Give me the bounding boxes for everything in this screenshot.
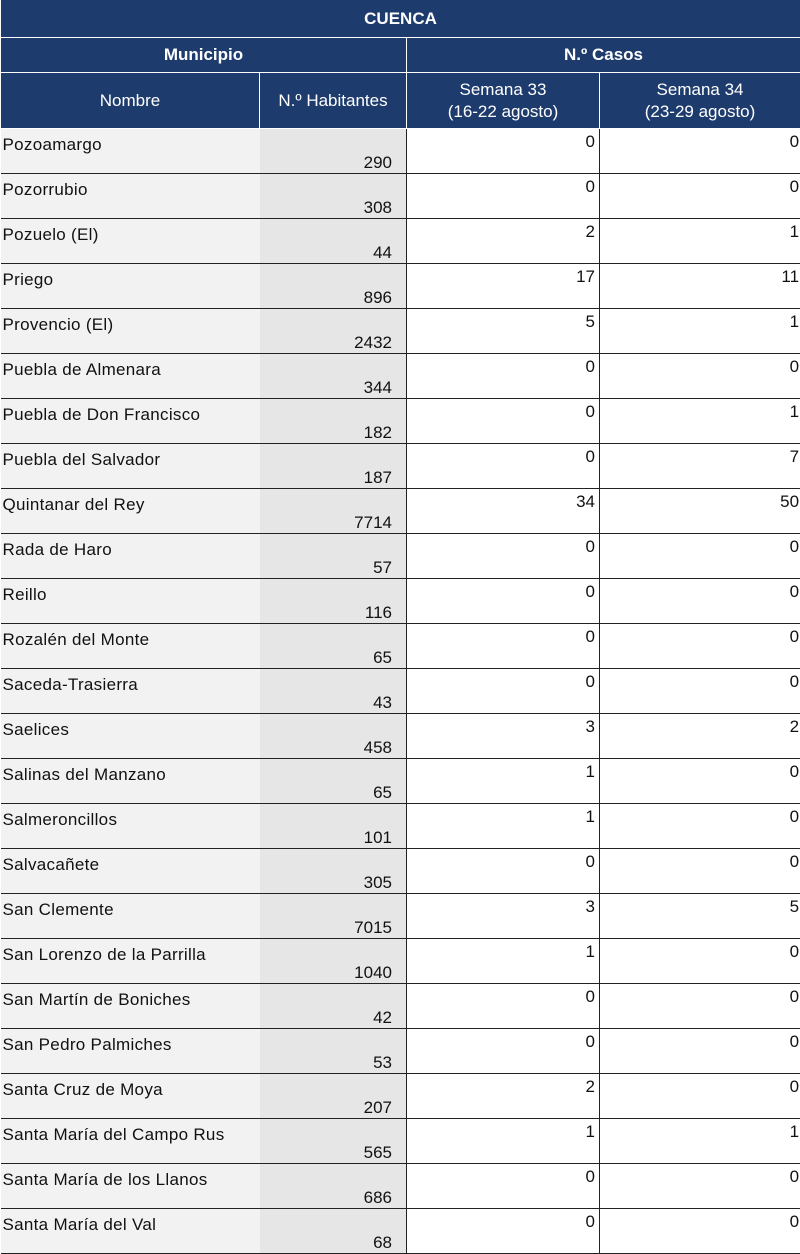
semana34-cases-cell: 0 <box>600 534 800 579</box>
municipio-name-cell: San Pedro Palmiches <box>1 1029 260 1074</box>
habitantes-cell: 7714 <box>260 489 407 534</box>
table-row <box>1 399 800 444</box>
semana33-cases-cell: 0 <box>407 849 600 894</box>
habitantes-cell: 42 <box>260 984 407 1029</box>
municipio-name-cell: Santa María del Campo Rus <box>1 1119 260 1164</box>
semana33-label: Semana 33 <box>407 79 599 101</box>
semana34-cases-cell: 1 <box>600 399 800 444</box>
semana33-cases-cell: 0 <box>407 669 600 714</box>
semana34-cases-cell: 0 <box>600 1164 800 1209</box>
table-row <box>1 354 800 399</box>
table-row <box>1 1209 800 1254</box>
semana34-cases-cell: 0 <box>600 1074 800 1119</box>
semana34-cases-cell: 0 <box>600 1029 800 1074</box>
table-body <box>1 129 800 1254</box>
habitantes-cell: 305 <box>260 849 407 894</box>
casos-group-header: N.º Casos <box>407 38 800 73</box>
municipio-name-cell: Santa María del Val <box>1 1209 260 1254</box>
municipio-name-cell: Pozorrubio <box>1 174 260 219</box>
table-row <box>1 1164 800 1209</box>
municipio-name-cell: Priego <box>1 264 260 309</box>
table-row <box>1 579 800 624</box>
semana33-cases-cell: 1 <box>407 1119 600 1164</box>
semana34-cases-cell: 0 <box>600 804 800 849</box>
habitantes-cell: 101 <box>260 804 407 849</box>
habitantes-cell: 458 <box>260 714 407 759</box>
semana33-cases-cell: 3 <box>407 894 600 939</box>
semana33-dates: (16-22 agosto) <box>407 101 599 123</box>
semana33-cases-cell: 0 <box>407 1029 600 1074</box>
nombre-column-header: Nombre <box>1 73 260 129</box>
table-row <box>1 489 800 534</box>
habitantes-cell: 116 <box>260 579 407 624</box>
municipio-name-cell: Saelices <box>1 714 260 759</box>
semana33-cases-cell: 1 <box>407 759 600 804</box>
habitantes-cell: 1040 <box>260 939 407 984</box>
table-row <box>1 624 800 669</box>
semana33-cases-cell: 0 <box>407 624 600 669</box>
habitantes-cell: 68 <box>260 1209 407 1254</box>
semana34-cases-cell: 0 <box>600 849 800 894</box>
habitantes-cell: 565 <box>260 1119 407 1164</box>
table-row <box>1 759 800 804</box>
municipio-name-cell: Pozoamargo <box>1 129 260 174</box>
semana34-cases-cell: 0 <box>600 984 800 1029</box>
semana33-cases-cell: 0 <box>407 399 600 444</box>
semana33-cases-cell: 3 <box>407 714 600 759</box>
semana33-cases-cell: 17 <box>407 264 600 309</box>
table-header <box>1 0 800 129</box>
table-row <box>1 264 800 309</box>
semana33-cases-cell: 0 <box>407 129 600 174</box>
semana34-cases-cell: 1 <box>600 309 800 354</box>
table-row <box>1 984 800 1029</box>
municipio-name-cell: Provencio (El) <box>1 309 260 354</box>
habitantes-cell: 187 <box>260 444 407 489</box>
municipio-name-cell: Rada de Haro <box>1 534 260 579</box>
municipio-group-header: Municipio <box>1 38 407 73</box>
table-row <box>1 714 800 759</box>
table-row <box>1 219 800 264</box>
semana33-cases-cell: 2 <box>407 219 600 264</box>
municipio-name-cell: Salinas del Manzano <box>1 759 260 804</box>
semana33-cases-cell: 0 <box>407 984 600 1029</box>
municipio-name-cell: Pozuelo (El) <box>1 219 260 264</box>
semana34-cases-cell: 0 <box>600 624 800 669</box>
habitantes-cell: 43 <box>260 669 407 714</box>
habitantes-cell: 7015 <box>260 894 407 939</box>
habitantes-cell: 65 <box>260 624 407 669</box>
habitantes-cell: 57 <box>260 534 407 579</box>
semana33-cases-cell: 0 <box>407 444 600 489</box>
habitantes-cell: 290 <box>260 129 407 174</box>
table-row <box>1 1119 800 1164</box>
municipio-name-cell: Puebla del Salvador <box>1 444 260 489</box>
semana33-cases-cell: 2 <box>407 1074 600 1119</box>
habitantes-column-header: N.º Habitantes <box>260 73 407 129</box>
semana33-cases-cell: 0 <box>407 579 600 624</box>
municipio-name-cell: San Martín de Boniches <box>1 984 260 1029</box>
semana33-cases-cell: 0 <box>407 534 600 579</box>
semana34-dates: (23-29 agosto) <box>600 101 800 123</box>
semana33-cases-cell: 0 <box>407 354 600 399</box>
habitantes-cell: 344 <box>260 354 407 399</box>
municipio-name-cell: Puebla de Almenara <box>1 354 260 399</box>
semana34-cases-cell: 0 <box>600 579 800 624</box>
habitantes-cell: 308 <box>260 174 407 219</box>
semana33-cases-cell: 34 <box>407 489 600 534</box>
habitantes-cell: 2432 <box>260 309 407 354</box>
municipio-name-cell: Puebla de Don Francisco <box>1 399 260 444</box>
municipio-name-cell: Reillo <box>1 579 260 624</box>
semana33-cases-cell: 0 <box>407 174 600 219</box>
municipio-name-cell: San Lorenzo de la Parrilla <box>1 939 260 984</box>
municipio-name-cell: Santa Cruz de Moya <box>1 1074 260 1119</box>
semana33-cases-cell: 1 <box>407 939 600 984</box>
semana34-cases-cell: 1 <box>600 219 800 264</box>
municipio-name-cell: Salvacañete <box>1 849 260 894</box>
semana34-cases-cell: 50 <box>600 489 800 534</box>
table-row <box>1 669 800 714</box>
semana34-column-header <box>600 73 800 129</box>
region-title: CUENCA <box>1 0 800 38</box>
semana33-cases-cell: 0 <box>407 1209 600 1254</box>
semana33-cases-cell: 0 <box>407 1164 600 1209</box>
habitantes-cell: 686 <box>260 1164 407 1209</box>
habitantes-cell: 896 <box>260 264 407 309</box>
habitantes-cell: 182 <box>260 399 407 444</box>
table-row <box>1 444 800 489</box>
semana34-cases-cell: 2 <box>600 714 800 759</box>
table-row <box>1 174 800 219</box>
semana34-cases-cell: 1 <box>600 1119 800 1164</box>
municipio-name-cell: Rozalén del Monte <box>1 624 260 669</box>
semana33-cases-cell: 1 <box>407 804 600 849</box>
semana34-cases-cell: 0 <box>600 759 800 804</box>
semana34-cases-cell: 0 <box>600 939 800 984</box>
table-row <box>1 804 800 849</box>
table-row <box>1 129 800 174</box>
table-row <box>1 939 800 984</box>
semana34-cases-cell: 0 <box>600 174 800 219</box>
semana34-cases-cell: 0 <box>600 129 800 174</box>
municipio-name-cell: Santa María de los Llanos <box>1 1164 260 1209</box>
semana34-cases-cell: 0 <box>600 669 800 714</box>
table-row <box>1 309 800 354</box>
municipio-name-cell: Quintanar del Rey <box>1 489 260 534</box>
habitantes-cell: 65 <box>260 759 407 804</box>
semana33-cases-cell: 5 <box>407 309 600 354</box>
habitantes-cell: 207 <box>260 1074 407 1119</box>
semana34-cases-cell: 0 <box>600 354 800 399</box>
table-row <box>1 1074 800 1119</box>
habitantes-cell: 53 <box>260 1029 407 1074</box>
municipio-name-cell: Saceda-Trasierra <box>1 669 260 714</box>
semana34-cases-cell: 0 <box>600 1209 800 1254</box>
semana34-cases-cell: 11 <box>600 264 800 309</box>
table-row <box>1 534 800 579</box>
semana34-cases-cell: 7 <box>600 444 800 489</box>
semana34-label: Semana 34 <box>600 79 800 101</box>
table-row <box>1 894 800 939</box>
municipio-name-cell: San Clemente <box>1 894 260 939</box>
municipio-name-cell: Salmeroncillos <box>1 804 260 849</box>
table-row <box>1 1029 800 1074</box>
habitantes-cell: 44 <box>260 219 407 264</box>
semana33-column-header <box>407 73 600 129</box>
semana34-cases-cell: 5 <box>600 894 800 939</box>
table-row <box>1 849 800 894</box>
